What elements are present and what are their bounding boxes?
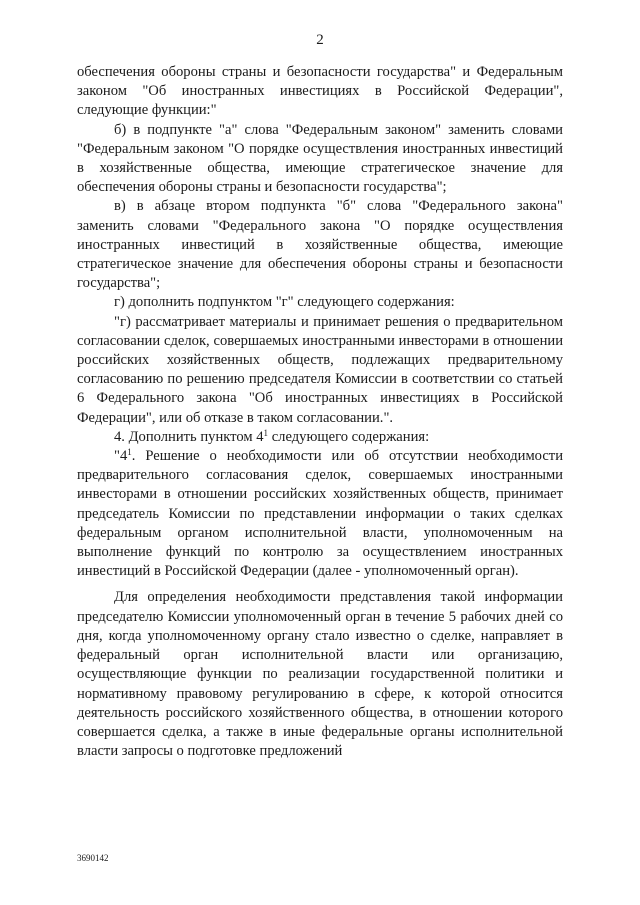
item-4-superscript: 1 xyxy=(263,427,269,438)
item-4-text-start: 4. Дополнить пунктом 4 xyxy=(114,428,264,445)
document-id: 3690142 xyxy=(77,853,109,863)
paragraph-determination: Для определения необходимости представления такой информации председателю Комиссии уполномоченный орган в течение 5 рабочих дней со дня, когда уполномоченному органу стало известно о сделке, направляет в федеральный орган исполнительной власти или организацию, осуществляющие функции по реализации государственной политики и нормативному правовому регулированию в сфере, к которой относится деятельность российского хозяйственного общества, в отношении которого совершается сделка, а также в иные федеральные органы исполнительной власти запросы о подготовке предложений xyxy=(77,589,563,760)
paragraph-continuation: обеспечения обороны страны и безопасности государства" и Федеральным законом "Об иностранных инвестициях в Российской Федерации", следующие функции:" xyxy=(77,64,563,119)
paragraph-subitem-b: б) в подпункте "а" слова "Федеральным законом" заменить словами "Федеральным законом "О порядке осуществления иностранных инвестиций в хозяйственные общества, имеющие стратегическое значение для обеспечения обороны страны и безопасности государства"; xyxy=(77,121,563,196)
page-number: 2 xyxy=(316,32,324,48)
paragraph-item-4 xyxy=(77,428,563,447)
item-4-1-text-end: . Решение о необходимости или об отсутствии необходимости предварительного согласования сделок, совершаемых иностранными инвесторами в отношении российских хозяйственных обществ, принимает председатель Комиссии по представлении информации о таких сделках федеральным органом исполнительной власти, уполномоченным на выполнение функций по контролю за осуществлением иностранных инвестиций в Российской Федерации (далее - уполномоченный орган). xyxy=(77,448,563,580)
item-4-1-text-start: "4 xyxy=(114,448,128,465)
paragraph-subitem-v: в) в абзаце втором подпункта "б" слова "Федерального закона" заменить словами "Федерального закона "О порядке осуществления иностранных инвестиций в хозяйственные общества, имеющие стратегическое значение для обеспечения обороны страны и безопасности государства"; xyxy=(77,198,563,292)
paragraph-quoted-subitem-g: "г) рассматривает материалы и принимает решения о предварительном согласовании сделок, совершаемых иностранными инвесторами в отношении российских хозяйственных обществ, подлежащих предварительному согласованию по решению председателя Комиссии в соответствии со статьей 6 Федерального закона "Об иностранных инвестициях в Российской Федерации", или об отказе в таком согласовании.". xyxy=(77,313,563,426)
document-body xyxy=(77,63,563,761)
item-4-text-end: следующего содержания: xyxy=(268,428,430,445)
item-4-1-superscript: 1 xyxy=(127,447,132,458)
paragraph-item-4-1 xyxy=(77,447,563,581)
paragraph-subitem-g: г) дополнить подпунктом "г" следующего содержания: xyxy=(114,294,455,311)
